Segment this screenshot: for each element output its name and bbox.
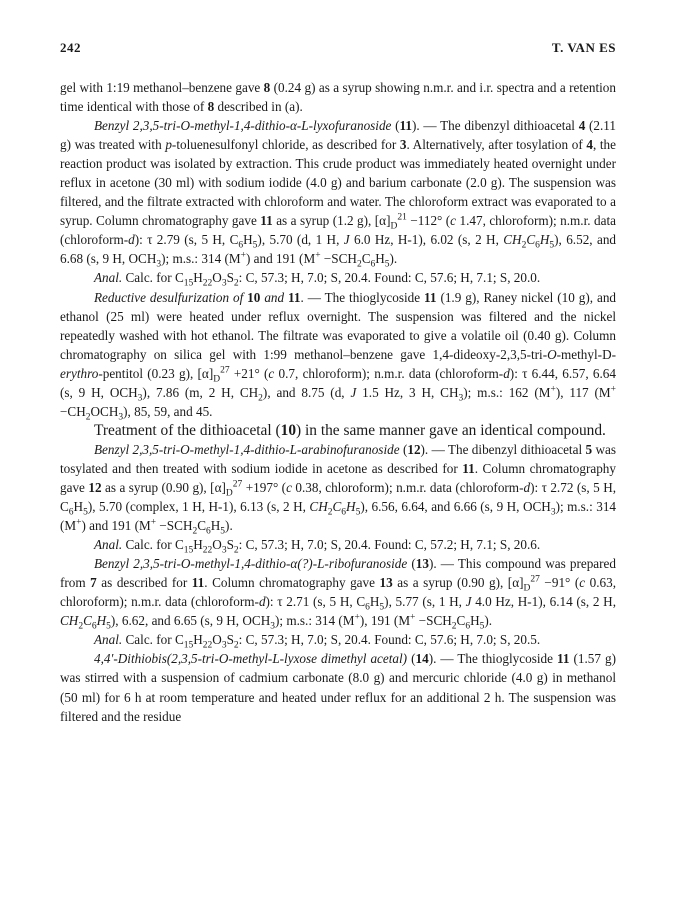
paragraph-compound-12: Benzyl 2,3,5-tri-O-methyl-1,4-dithio-L-arabinofuranoside (12). — The dibenzyl dithioacetal 5 was tosylated and then treated with sodium iodide in acetone as described for 11. Column chromatography gave 12 as a syrup (0.90 g), $[\alpha]_D^{27} +197^\circ$ (c 0.38, chloroform); n.m.r. data (chloroform-d): τ 2.72 (s, 5 H, $C_6H_5$), 5.70 (complex, 1 H, H-1), 6.13 (s, 2 H, $CH_2C_6H_5$), 6.56, 6.64, and 6.66 (s, 9 H, $OCH_3$); m.s.: 314 (M+) and 191 $(M^+ -SCH_2C_6H_5)$. <box>60 441 617 537</box>
paragraph-compound-14: 4,4′-Dithiobis(2,3,5-tri-O-methyl-L-lyxose dimethyl acetal) (14). — The thioglycoside 11 (1.57 g) was stirred with a suspension of cadmium carbonate (8.0 g) and mercuric chloride (4.0 g) in methanol (50 ml) for 6 h at room temperature and heated under reflux for an additional 2 h. The suspension was filtered and the residue <box>60 651 616 724</box>
page-number: 242 <box>60 40 81 55</box>
paragraph-analysis-11: Anal. Calc. for $C_{15}H_{22}O_3S_2$: C, 57.3; H, 7.0; S, 20.4. Found: C, 57.6; H, 7.1; S, 20.0. <box>94 270 541 290</box>
section-heading: Reductive desulfurization of <box>94 289 244 305</box>
compound-heading: Benzyl 2,3,5-tri-O-methyl-1,4-dithio-α-L-lyxofuranoside <box>94 118 392 134</box>
paragraph-analysis-13: Anal. Calc. for $C_{15}H_{22}O_3S_2$: C, 57.3; H, 7.0; S, 20.4. Found: C, 57.6; H, 7.0; S, 20.5. <box>94 632 541 651</box>
paragraph-compound-11: Benzyl 2,3,5-tri-O-methyl-1,4-dithio-α-L-lyxofuranoside (11). — The dibenzyl dithioacetal 4 (2.11 g) was treated with p-toluenesulfonyl chloride, as described for 3. Alternatively, after tosylation of 4, the reaction product was isolated by extraction. This crude product was immediately heated overnight under reflux in acetone (30 ml) with sodium iodide (4.0 g) and barium carbonate (2.0 g). The suspension was filtered, and the filtrate extracted with chloroform and water. The chloroform extract was evaporated to a syrup. Column chromatography gave 11 as a syrup (1.2 g), $[\alpha]_D^{21} -112^\circ$ (c 1.47, chloroform); n.m.r. data (chloroform-d): τ 2.79 (s, 5 H, $C_6H_5$), 5.70 (d, 1 H, J 6.0 Hz, H-1), 6.02 (s, 2 H, $CH_2C_6H_5$), 6.52, and 6.68 (s, 9 H, $OCH_3$); m.s.: 314 (M+) and 191 $(M^+ -SCH_2C_6H_5)$. <box>60 118 617 271</box>
compound-heading: Benzyl 2,3,5-tri-O-methyl-1,4-dithio-L-arabinofuranoside <box>94 441 400 457</box>
compound-heading: Benzyl 2,3,5-tri-O-methyl-1,4-dithio-α(?)-L-ribofuranoside <box>94 556 408 572</box>
paragraph-treatment: Treatment of the dithioacetal (10) in the same manner gave an identical compound. <box>94 421 606 439</box>
body-text <box>60 78 616 726</box>
paragraph-continuation: gel with 1:19 methanol–benzene gave 8 (0.24 g) as a syrup showing n.m.r. and i.r. spectra and a retention time identical with those of 8 described in (a). <box>60 80 616 115</box>
compound-label: 12 <box>407 441 421 457</box>
paragraph-analysis-12: Anal. Calc. for $C_{15}H_{22}O_3S_2$: C, 57.3; H, 7.0; S, 20.4. Found: C, 57.2; H, 7.1; S, 20.6. <box>94 537 541 556</box>
compound-label: 11 <box>399 118 413 134</box>
running-author: T. VAN ES <box>551 40 616 55</box>
paragraph-desulfurization: Reductive desulfurization of 10 and 11. — The thioglycoside 11 (1.9 g), Raney nickel (10 g), and ethanol (25 ml) were heated under reflux overnight. The suspension was filtered and the nickel repeatedly washed with hot ethanol. The filtrate was evaporated to give a volatile oil (0.40 g). Column chromatography on silica gel with 1:99 methanol–benzene gave 1,4-dideoxy-2,3,5-tri-O-methyl-D-erythro-pentitol (0.23 g), $[\alpha]_D^{27} +21^\circ$ (c 0.7, chloroform); n.m.r. data (chloroform-d): τ 6.44, 6.57, 6.64 (s, 9 H, $OCH_3$), 7.86 (m, 2 H, $CH_2$), and 8.75 (d, J 1.5 Hz, 3 H, $CH_3$); m.s.: 162 (M+), 117 $(M^+ -CH_2OCH_3)$, 85, 59, and 45. <box>60 289 617 423</box>
compound-label: 14 <box>415 651 429 667</box>
running-header <box>60 40 616 58</box>
compound-heading: 4,4′-Dithiobis(2,3,5-tri-O-methyl-L-lyxose dimethyl acetal) <box>94 651 408 667</box>
compound-label: 13 <box>415 556 429 572</box>
paragraph-compound-13: Benzyl 2,3,5-tri-O-methyl-1,4-dithio-α(?)-L-ribofuranoside (13). — This compound was prepared from 7 as described for 11. Column chromatography gave 13 as a syrup (0.90 g), $[\alpha]_D^{27} -91^\circ$ (c 0.63, chloroform); n.m.r. data (chloroform-d): τ 2.71 (s, 5 H, $C_6H_5$), 5.77 (s, 1 H, J 4.0 Hz, H-1), 6.14 (s, 2 H, $CH_2C_6H_5$), 6.62, and 6.65 (s, 9 H, $OCH_3$); m.s.: 314 (M+), 191 $(M^+ -SCH_2C_6H_5)$. <box>60 556 617 632</box>
